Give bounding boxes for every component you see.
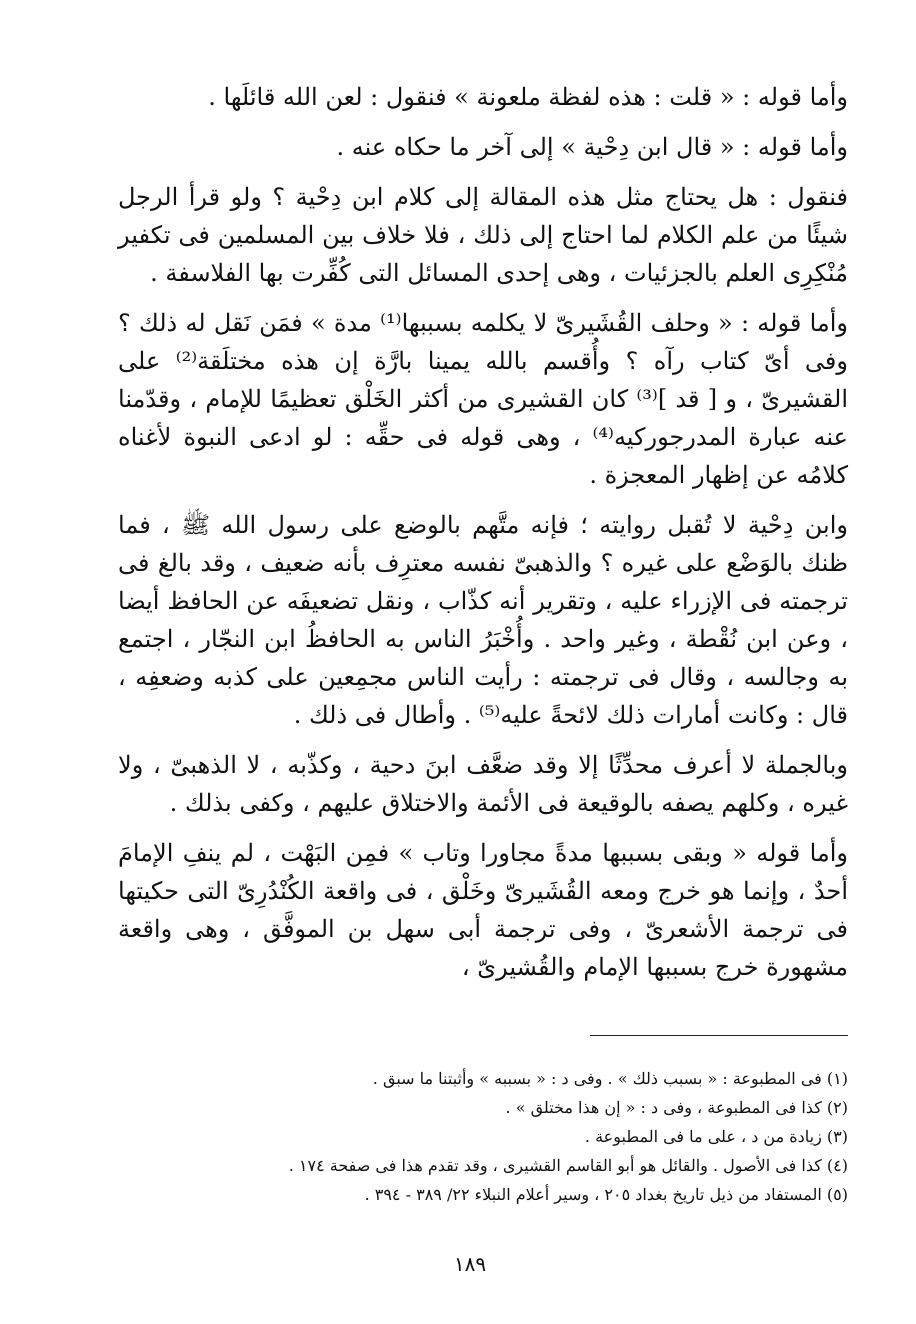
paragraph: وأما قوله « وبقى بسببها مدةً مجاورا وتاب » فمِن البَهْت ، لم ينفِ الإمامَ أحدٌ ، وإنما هو خرج ومعه القُشَيرىّ وخَلْق ، فى واقعة الكُنْدُرِىّ التى حكيتها فى ترجمة الأشعرىّ ، وفى ترجمة أبى سهل بن الموفَّق ، وهى واقعة مشهورة خرج بسببها الإمام والقُشيرىّ ، bbox=[118, 839, 849, 981]
footnote-divider bbox=[590, 1035, 848, 1036]
paragraph: وبالجملة لا أعرف محدِّثًا إلا وقد ضعَّف ابنَ دحية ، وكذّبه ، لا الذهبىّ ، ولا غيره ، وكلهم يصفه بالوقيعة فى الأئمة والاختلاق عليهم ، وكفى بذلك . bbox=[118, 751, 848, 817]
paragraph: فنقول : هل يحتاج مثل هذه المقالة إلى كلام ابن دِحْية ؟ ولو قرأ الرجل شيئًا من علم الكلام لما احتاج إلى ذلك ، فلا خلاف بين المسلمين فى تكفير مُنْكِرِى العلم بالجزئيات ، وهى إحدى المسائل التى كُفِّرت بها الفلاسفة . bbox=[118, 183, 848, 287]
footnote: (٥) المستفاد من ذيل تاريخ بغداد ٢٠٥ ، وسير أعلام النبلاء ٢٢/ ٣٨٩ - ٣٩٤ . bbox=[364, 1185, 848, 1204]
paragraph: وأما قوله : « قال ابن دِحْية » إلى آخر ما حكاه عنه . bbox=[336, 133, 848, 161]
footnote: (٣) زيادة من د ، على ما فى المطبوعة . bbox=[584, 1127, 848, 1146]
footnote: (١) فى المطبوعة : « بسبب ذلك » . وفى د : « بسببه » وأثبتنا ما سبق . bbox=[372, 1069, 848, 1088]
paragraph: وأما قوله : « وحلف القُشَيرىّ لا يكلمه بسببها⁽¹⁾ مدة » فمَن نَقل له ذلك ؟ وفى أىّ كتاب رآه ؟ وأُقسم بالله يمينا بارَّة إن هذه مختلَقة⁽²⁾ على القشيرىّ ، و [ قد ]⁽³⁾ كان القشيرى من أكثر الخَلْق تعظيمًا للإمام ، وقدّمنا عنه عبارة المدرجوركيه⁽⁴⁾ ، وهى قوله فى حقِّه : لو ادعى النبوة لأغناه كلامُه عن إظهار المعجزة . bbox=[118, 309, 849, 489]
paragraph: وأما قوله : « قلت : هذه لفظة ملعونة » فنقول : لعن الله قائلَها . bbox=[208, 83, 848, 111]
paragraph: وابن دِحْية لا تُقبل روايته ؛ فإنه متَّهم بالوضع على رسول الله ﷺ ، فما ظنك بالوَضْع على غيره ؟ والذهبىّ نفسه معترِف بأنه ضعيف ، وقد بالغ فى ترجمته فى الإزراء عليه ، وتقرير أنه كذّاب ، ونقل تضعيفَه عن الحافظ أيضا ، وعن ابن نُقْطة ، وغير واحد . وأُخْبَرُ الناس به الحافظُ ابن النجّار ، اجتمع به وجالسه ، وقال فى ترجمته : رأيت الناس مجمِعين على كذبه وضعفِه ، قال : وكانت أمارات ذلك لائحةً عليه⁽⁵⁾ . وأطال فى ذلك . bbox=[118, 511, 849, 729]
footnote: (٢) كذا فى المطبوعة ، وفى د : « إن هذا مختلق » . bbox=[505, 1098, 848, 1117]
footnote: (٤) كذا فى الأصول . والقائل هو أبو القاسم القشيرى ، وقد تقدم هذا فى صفحة ١٧٤ . bbox=[288, 1156, 848, 1175]
footnotes bbox=[180, 1064, 848, 1209]
page-number: ١٨٩ bbox=[453, 1252, 487, 1276]
main-text bbox=[118, 78, 848, 998]
